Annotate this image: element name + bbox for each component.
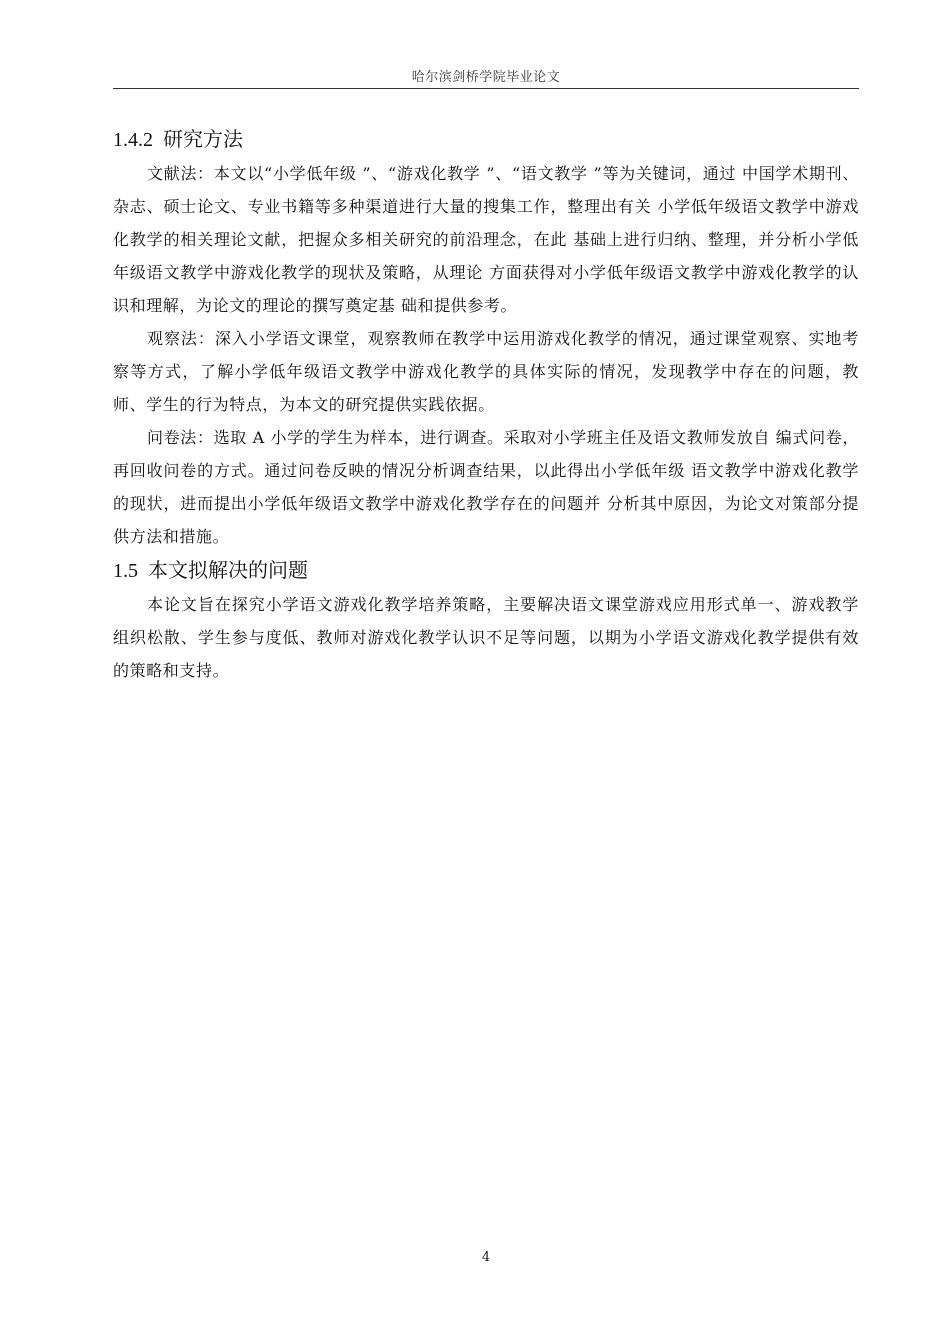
page-header: 哈尔滨剑桥学院毕业论文 xyxy=(411,70,561,85)
paragraph-questionnaire-method: 问卷法：选取 A 小学的学生为样本，进行调查。采取对小学班主任及语文教师发放自 编式问卷，再回收问卷的方式。通过问卷反映的情况分析调查结果，以此得出小学低年级 语文教学中游戏化教学的现状，进而提出小学低年级语文教学中游戏化教学存在的问题并 分析其中原因，为论文对策部分提供方法和措施。 xyxy=(113,428,859,546)
page-number: 4 xyxy=(481,1250,491,1265)
document-body xyxy=(113,122,859,687)
section-heading-1-4-2 xyxy=(113,122,859,157)
section-title: 研究方法 xyxy=(163,127,243,151)
paragraph-literature-method: 文献法：本文以“小学低年级 ”、“游戏化教学 ”、“语文教学 ”等为关键词，通过 中国学术期刊、杂志、硕士论文、专业书籍等多种渠道进行大量的搜集工作，整理出有关 小学低年级语文教学中游戏化教学的相关理论文献，把握众多相关研究的前沿理念，在此 基础上进行归纳、整理，并分析小学低年级语文教学中游戏化教学的现状及策略，从理论 方面获得对小学低年级语文教学中游戏化教学的认识和理解，为论文的理论的撰写奠定基 础和提供参考。 xyxy=(113,164,859,315)
section-number: 1.4.2 xyxy=(113,129,153,151)
section-number: 1.5 xyxy=(113,560,138,582)
section-heading-1-5 xyxy=(113,553,859,588)
paragraph-observation-method: 观察法：深入小学语文课堂，观察教师在教学中运用游戏化教学的情况，通过课堂观察、实地考察等方式，了解小学低年级语文教学中游戏化教学的具体实际的情况，发现教学中存在的问题，教师、学生的行为特点，为本文的研究提供实践依据。 xyxy=(113,329,859,414)
paragraph-problems-to-solve: 本论文旨在探究小学语文游戏化教学培养策略，主要解决语文课堂游戏应用形式单一、游戏教学组织松散、学生参与度低、教师对游戏化教学认识不足等问题，以期为小学语文游戏化教学提供有效的策略和支持。 xyxy=(113,595,859,680)
header-divider xyxy=(113,88,859,89)
section-title: 本文拟解决的问题 xyxy=(148,558,308,582)
